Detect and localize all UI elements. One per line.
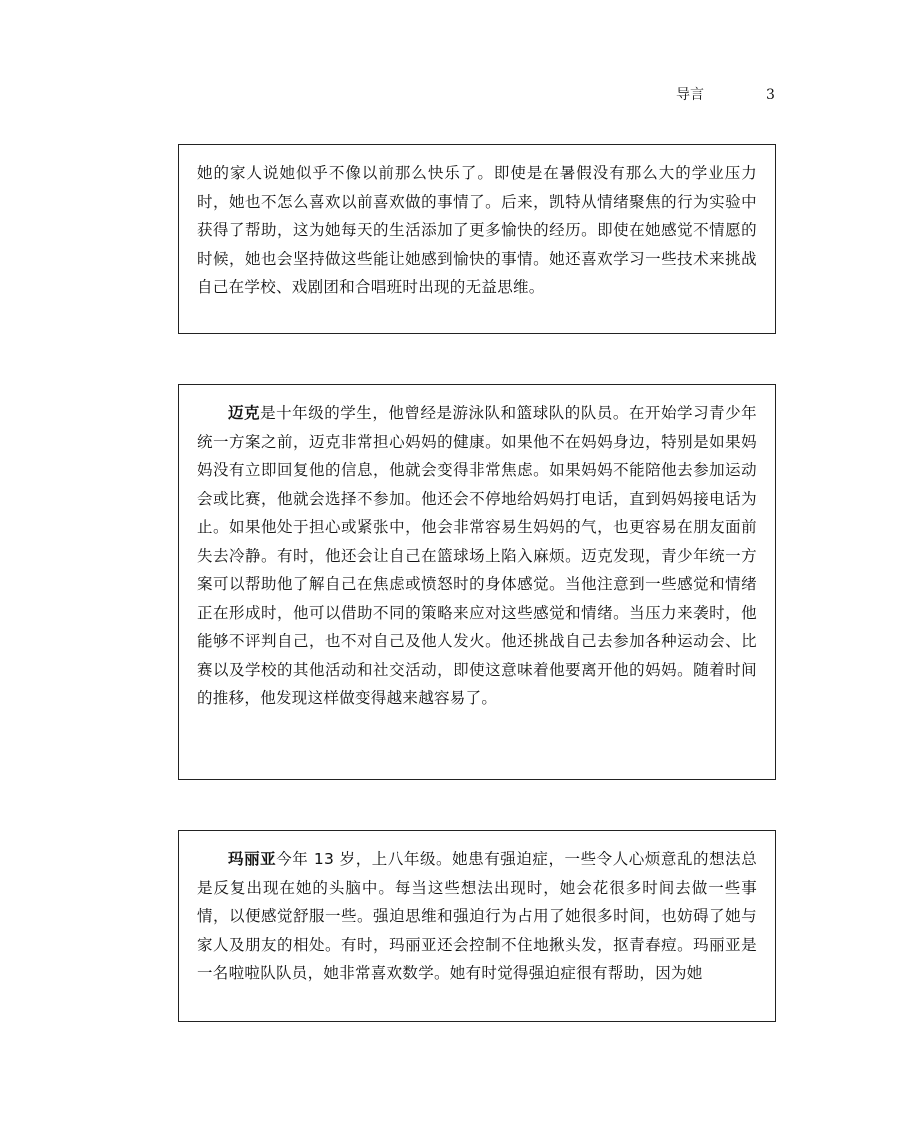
case-paragraph [197, 159, 757, 302]
case-text: 她的家人说她似乎不像以前那么快乐了。即使是在暑假没有那么大的学业压力时，她也不怎么喜欢以前喜欢做的事情了。后来，凯特从情绪聚焦的行为实验中获得了帮助，这为她每天的生活添加了更多愉快的经历。即使在她感觉不情愿的时候，她也会坚持做这些能让她感到愉快的事情。她还喜欢学习一些技术来挑战自己在学校、戏剧团和合唱班时出现的无益思维。 [197, 164, 757, 296]
chapter-title: 导言 [676, 87, 704, 103]
case-box-kate [178, 144, 776, 334]
case-text: 今年 13 岁，上八年级。她患有强迫症，一些令人心烦意乱的想法总是反复出现在她的头脑中。每当这些想法出现时，她会花很多时间去做一些事情，以便感觉舒服一些。强迫思维和强迫行为占用了她很多时间，也妨碍了她与家人及朋友的相处。有时，玛丽亚还会控制不住地揪头发，抠青春痘。玛丽亚是一名啦啦队队员，她非常喜欢数学。她有时觉得强迫症很有帮助，因为她 [197, 850, 758, 982]
page-number: 3 [766, 87, 775, 103]
case-box-mike [178, 384, 776, 780]
case-box-maria [178, 830, 776, 1022]
case-name: 迈克 [228, 404, 261, 422]
case-name: 玛丽亚 [228, 850, 277, 868]
case-paragraph [197, 399, 757, 713]
case-text: 是十年级的学生，他曾经是游泳队和篮球队的队员。在开始学习青少年统一方案之前，迈克非常担心妈妈的健康。如果他不在妈妈身边，特别是如果妈妈没有立即回复他的信息，他就会变得非常焦虑。如果妈妈不能陪他去参加运动会或比赛，他就会选择不参加。他还会不停地给妈妈打电话，直到妈妈接电话为止。如果他处于担心或紧张中，他会非常容易生妈妈的气，也更容易在朋友面前失去冷静。有时，他还会让自己在篮球场上陷入麻烦。迈克发现，青少年统一方案可以帮助他了解自己在焦虑或愤怒时的身体感觉。当他注意到一些感觉和情绪正在形成时，他可以借助不同的策略来应对这些感觉和情绪。当压力来袭时，他能够不评判自己，也不对自己及他人发火。他还挑战自己去参加各种运动会、比赛以及学校的其他活动和社交活动，即使这意味着他要离开他的妈妈。随着时间的推移，他发现这样做变得越来越容易了。 [197, 404, 757, 707]
case-paragraph [197, 845, 757, 988]
page-header [0, 84, 900, 106]
